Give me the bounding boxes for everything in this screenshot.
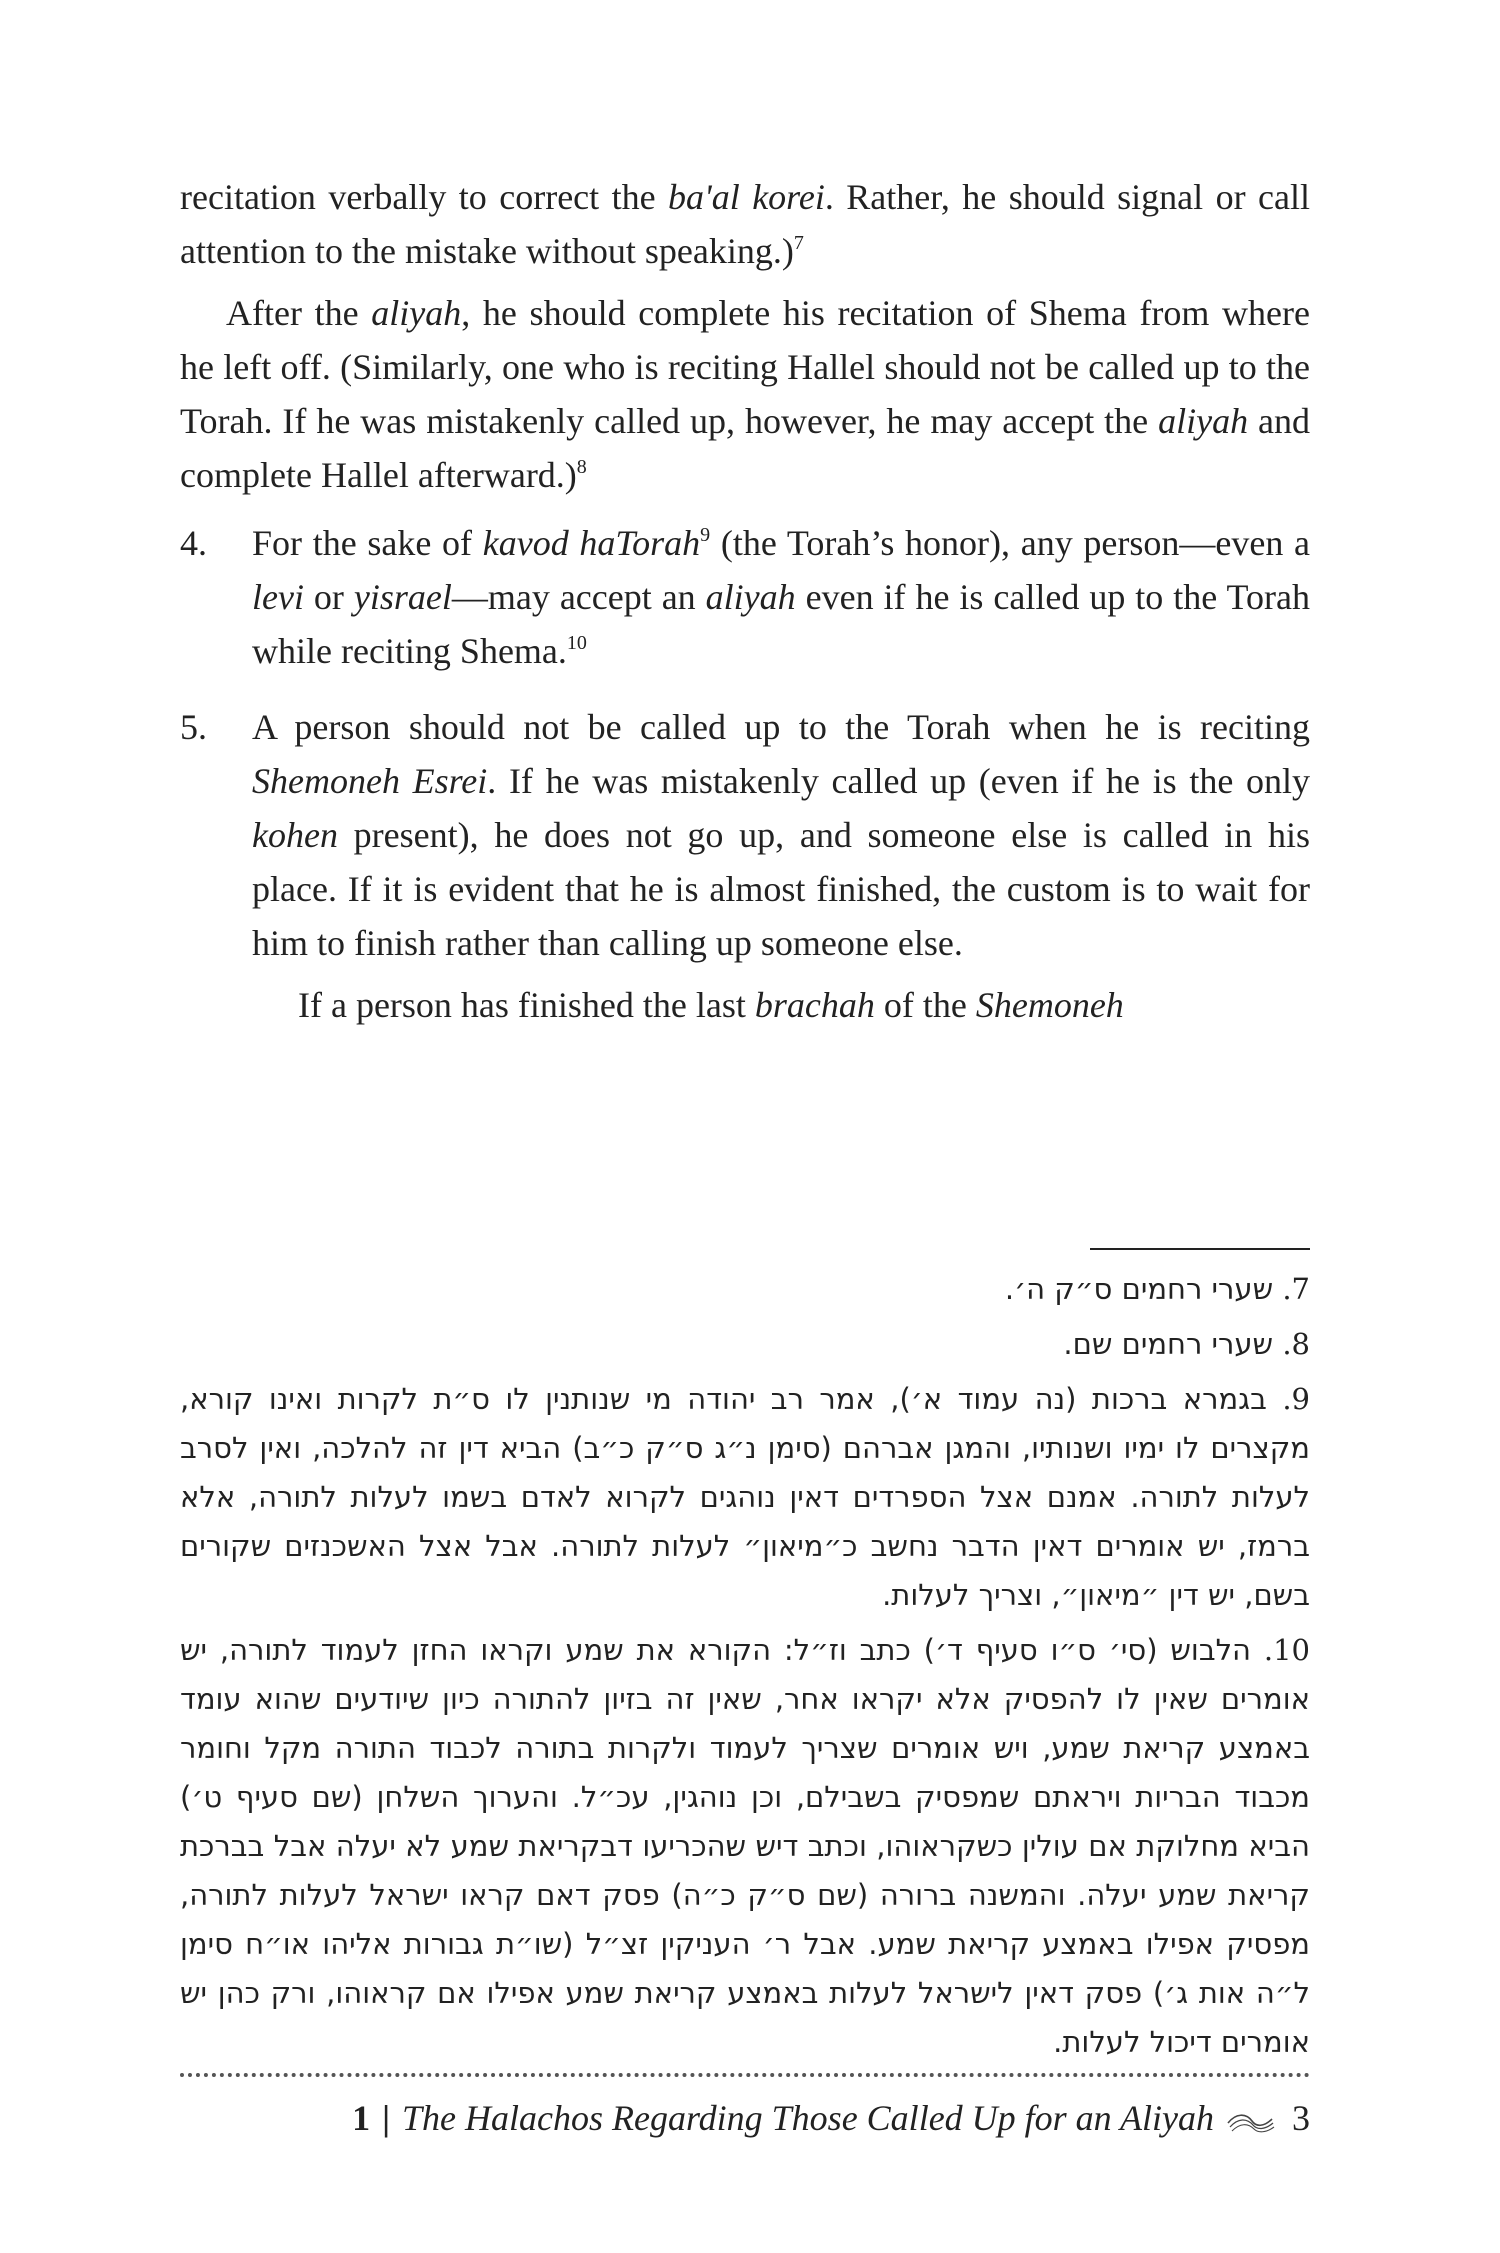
italic-term: aliyah [705, 577, 796, 617]
paragraph [252, 700, 1310, 970]
text-run: If a person has finished the last [298, 985, 755, 1025]
text-run: or [303, 577, 354, 617]
footer-dotted-rule [180, 2073, 1310, 2077]
italic-term: Shemoneh [975, 985, 1124, 1025]
footnote-ref: 10 [566, 632, 587, 654]
text-run: (the Torah’s honor), any person—even a [710, 523, 1311, 563]
main-text [180, 170, 1310, 1048]
footnote-9 [180, 1375, 1310, 1620]
italic-term: kohen [252, 815, 338, 855]
footnote-10 [180, 1626, 1310, 2067]
footnote-number: 8. [1282, 1327, 1310, 1361]
text-run: After the [226, 293, 372, 333]
list-item-4 [180, 516, 1310, 686]
footnote-text: בגמרא ברכות (נה עמוד א׳), אמר רב יהודה מי שנותנין לו ס״ת לקרות ואינו קורא, מקצרים לו ימיו ושנותיו, והמגן אברהם (סימן נ״ג ס״ק כ״ב) הביא דין זה להלכה, ואין לסרב לעלות לתורה. אמנם אצל הספרדים דאין נוהגים לקרוא לאדם בשמו לעלות לתורה, אלא ברמז, יש אומרים דאין הדבר נחשב כ״מיאון״ לעלות לתורה. אבל אצל האשכנזים שקורים בשם, יש דין ״מיאון״, וצריך לעלות. [180, 1382, 1310, 1612]
list-number: 4. [180, 523, 207, 563]
footnote-text: שערי רחמים ס״ק ה׳. [1004, 1272, 1274, 1306]
chapter-title: The Halachos Regarding Those Called Up for an Aliyah [402, 2098, 1214, 2138]
list-item-body [252, 700, 1310, 1040]
footnote-8 [180, 1320, 1310, 1369]
footer-separator: | [382, 2098, 391, 2138]
text-run: A person should not be called up to the Torah when he is reciting [252, 707, 1310, 747]
text-run: of the [874, 985, 976, 1025]
footnote-number: 7. [1282, 1272, 1310, 1306]
footnotes [180, 1265, 1310, 2073]
paragraph [252, 978, 1310, 1032]
italic-term: yisrael [353, 577, 452, 617]
italic-term: aliyah [1158, 401, 1249, 441]
text-run: , he should complete his recitation of Shema from where he left off. (Similarly, one who is reciting Hallel should not be called up to the Torah. If he was mistakenly called up, however, he may accept the [180, 293, 1310, 441]
paragraph-after-aliyah [180, 286, 1310, 502]
text-run: . Rather, he should signal or call attention to the mistake without speaking.) [180, 177, 1311, 271]
text-run: even if he is called up to the Torah while reciting Shema. [252, 577, 1310, 671]
italic-term: aliyah [371, 293, 462, 333]
italic-term: ba'al korei [668, 177, 825, 217]
text-run: recitation verbally to correct the [180, 177, 669, 217]
paragraph-continuation [180, 170, 1310, 278]
footnote-7 [180, 1265, 1310, 1314]
italic-term: levi [252, 577, 304, 617]
text-run: —may accept an [451, 577, 706, 617]
list-item-body [252, 516, 1310, 686]
footnote-ref: 9 [700, 524, 711, 546]
chapter-number: 1 [352, 2098, 371, 2138]
flourish-ornament-icon [1226, 2104, 1276, 2132]
running-footer [352, 2088, 1310, 2148]
list-item-5 [180, 700, 1310, 1040]
italic-term: Shemoneh Esrei [252, 761, 488, 801]
text-run: For the sake of [252, 523, 483, 563]
footnote-number: 9. [1282, 1382, 1310, 1416]
italic-term: brachah [754, 985, 875, 1025]
footnote-number: 10. [1263, 1633, 1310, 1667]
text-run: present), he does not go up, and someone else is called in his place. If it is evident that he is almost finished, the custom is to wait for him to finish rather than calling up someone else. [252, 815, 1310, 963]
paragraph [252, 516, 1310, 678]
page-number: 3 [1292, 2098, 1310, 2138]
italic-term: kavod haTorah [482, 523, 701, 563]
footnote-text: הלבוש (סי׳ ס״ו סעיף ד׳) כתב וז״ל: הקורא את שמע וקראו החזן לעמוד לתורה, יש אומרים שאין לו להפסיק אלא יקראו אחר, שאין זה בזיון להתורה כיון שיודעים שהוא עומד באמצע קריאת שמע, ויש אומרים שצריך לעמוד ולקרות בתורה לכבוד התורה מקל וחומר מכבוד הבריות ויראתם שמפסיק בשבילם, וכן נוהגין, עכ״ל. והערוך השלחן (שם סעיף ט׳) הביא מחלוקת אם עולין כשקראוהו, וכתב דיש שהכריעו דבקריאת שמע לא יעלה אבל בברכת קריאת שמע יעלה. והמשנה ברורה (שם ס״ק כ״ה) פסק דאם קראו ישראל לעלות לתורה, מפסיק אפילו באמצע קריאת שמע. אבל ר׳ העניקין זצ״ל (שו״ת גבורות אליהו או״ח סימן ל״ה אות ג׳) פסק דאין לישראל לעלות באמצע קריאת שמע אפילו אם קראוהו, ורק כהן יש אומרים דיכול לעלות. [180, 1633, 1310, 2059]
list-number: 5. [180, 707, 207, 747]
footnote-separator-rule [1090, 1248, 1310, 1250]
footnote-ref: 7 [793, 232, 804, 254]
text-run: . If he was mistakenly called up (even if he is the only [487, 761, 1311, 801]
text-run: and complete Hallel afterward.) [180, 401, 1311, 495]
footnote-ref: 8 [576, 456, 587, 478]
footnote-text: שערי רחמים שם. [1063, 1327, 1274, 1361]
